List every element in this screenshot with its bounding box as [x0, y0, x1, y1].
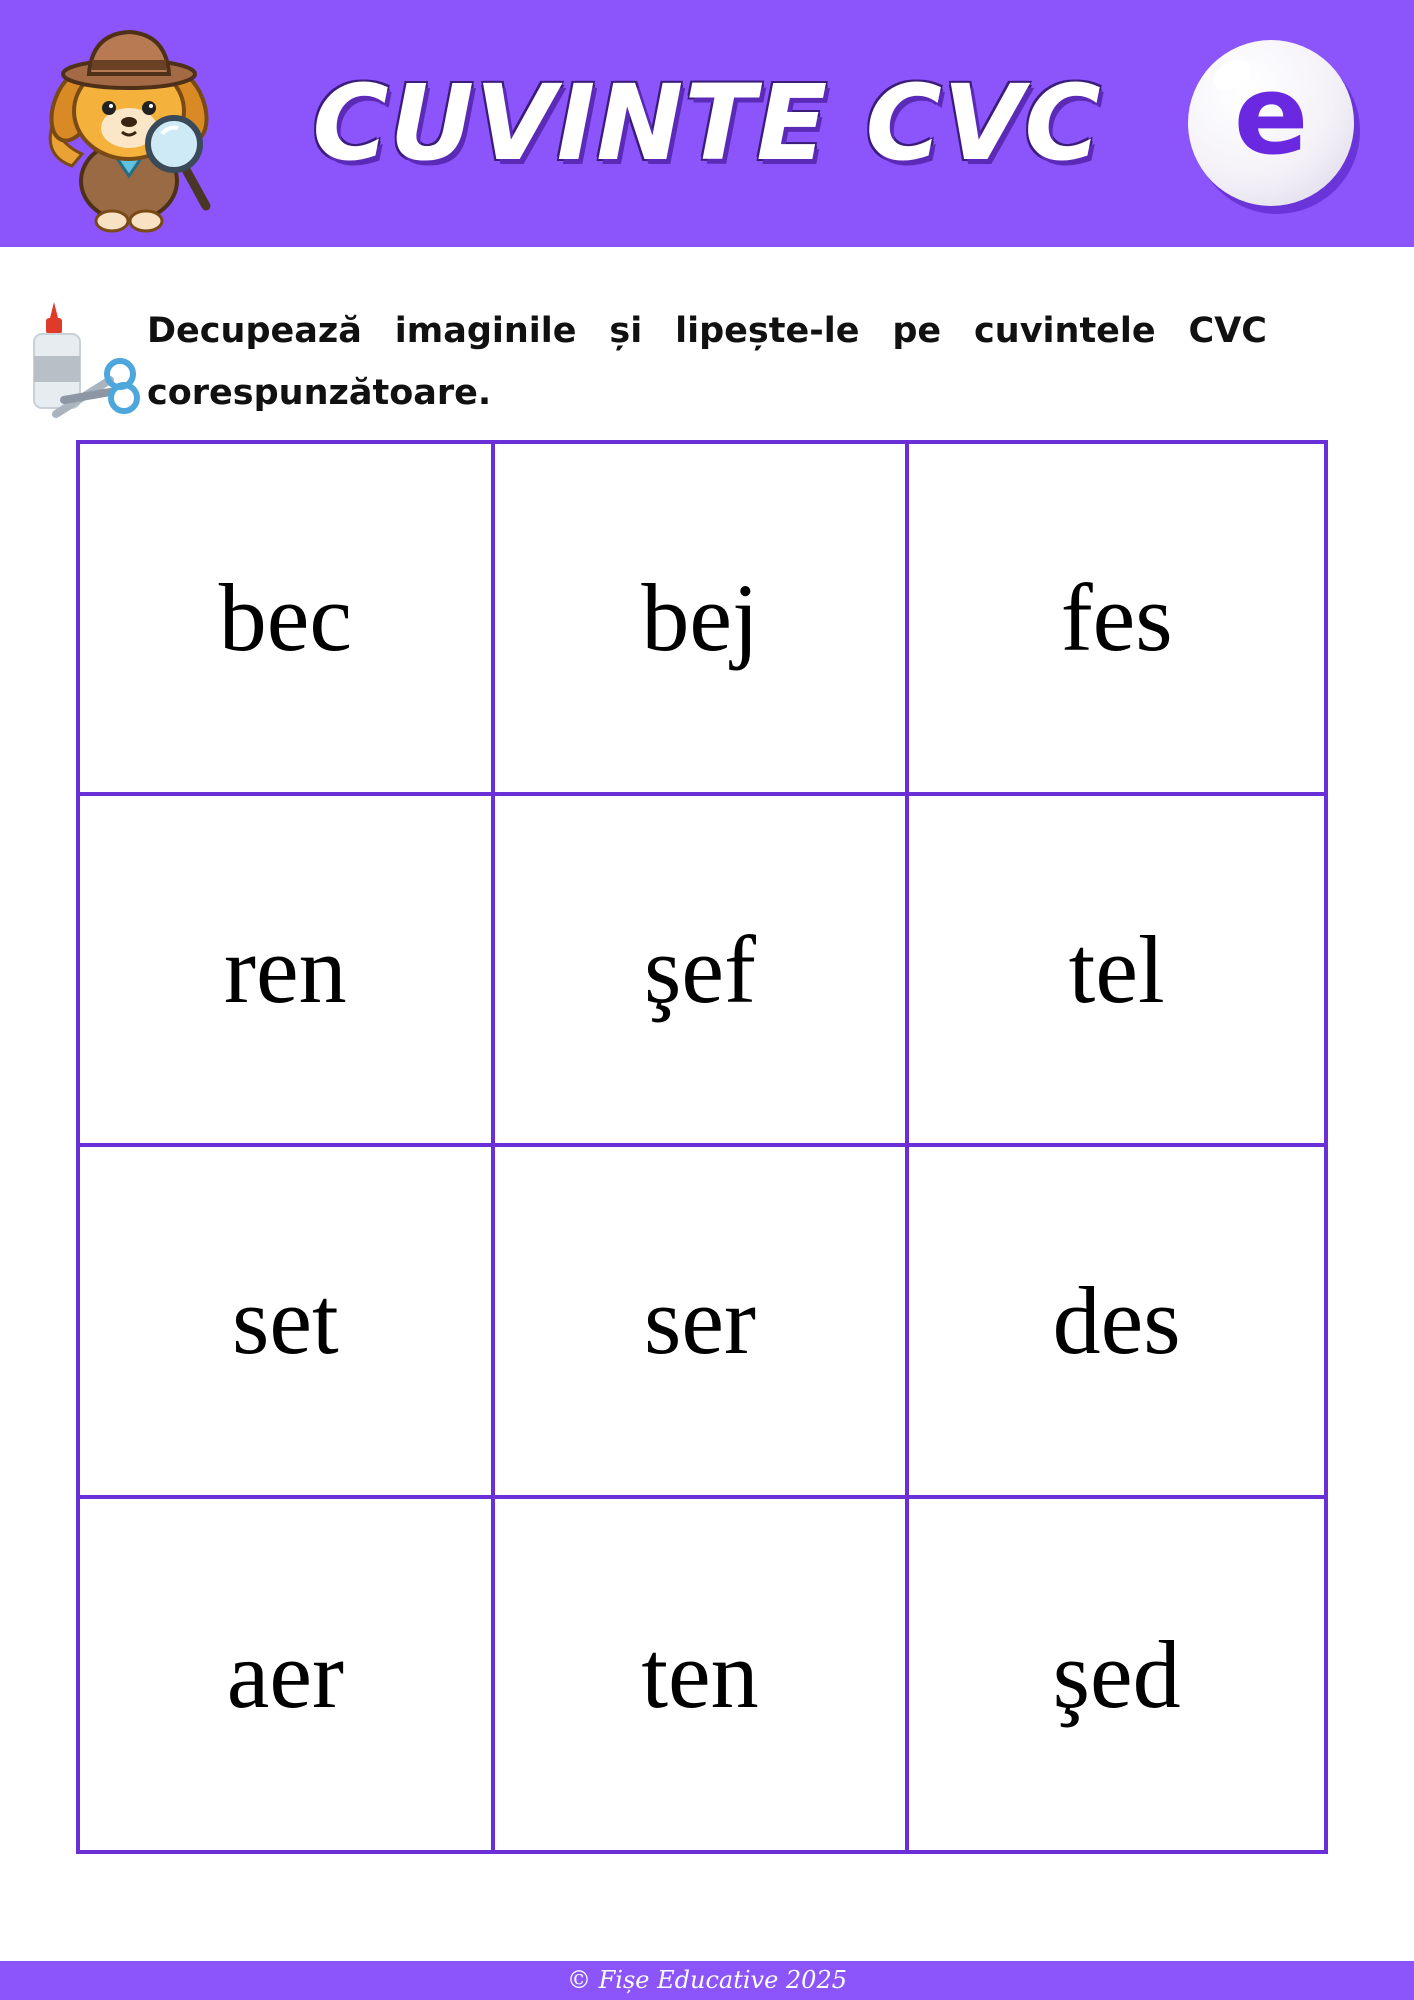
word-cell: bec	[80, 444, 495, 796]
header-banner	[0, 0, 1414, 247]
word-cell: des	[909, 1147, 1324, 1499]
word-cell: aer	[80, 1499, 495, 1851]
word-cell: set	[80, 1147, 495, 1499]
badge-letter: e	[1233, 51, 1309, 179]
word-cell: şed	[1052, 1620, 1181, 1728]
word-cell: bej	[495, 444, 910, 796]
letter-badge	[1188, 40, 1354, 206]
word-cell: tel	[909, 796, 1324, 1148]
word-grid	[76, 440, 1328, 1854]
page-title: CUVINTE CVC	[312, 62, 1102, 184]
word-cell: şef	[495, 796, 910, 1148]
word-cell: ser	[495, 1147, 910, 1499]
word-cell: ren	[80, 796, 495, 1148]
glue-and-scissors-icon	[28, 300, 140, 420]
instruction-text: Decupează imaginile și lipește-le pe cuvintele CVC corespunzătoare.	[147, 311, 1267, 413]
word-cell: ten	[495, 1499, 910, 1851]
footer-copyright: © Fișe Educative 2025	[0, 1961, 1414, 2000]
word-cell: fes	[909, 444, 1324, 796]
